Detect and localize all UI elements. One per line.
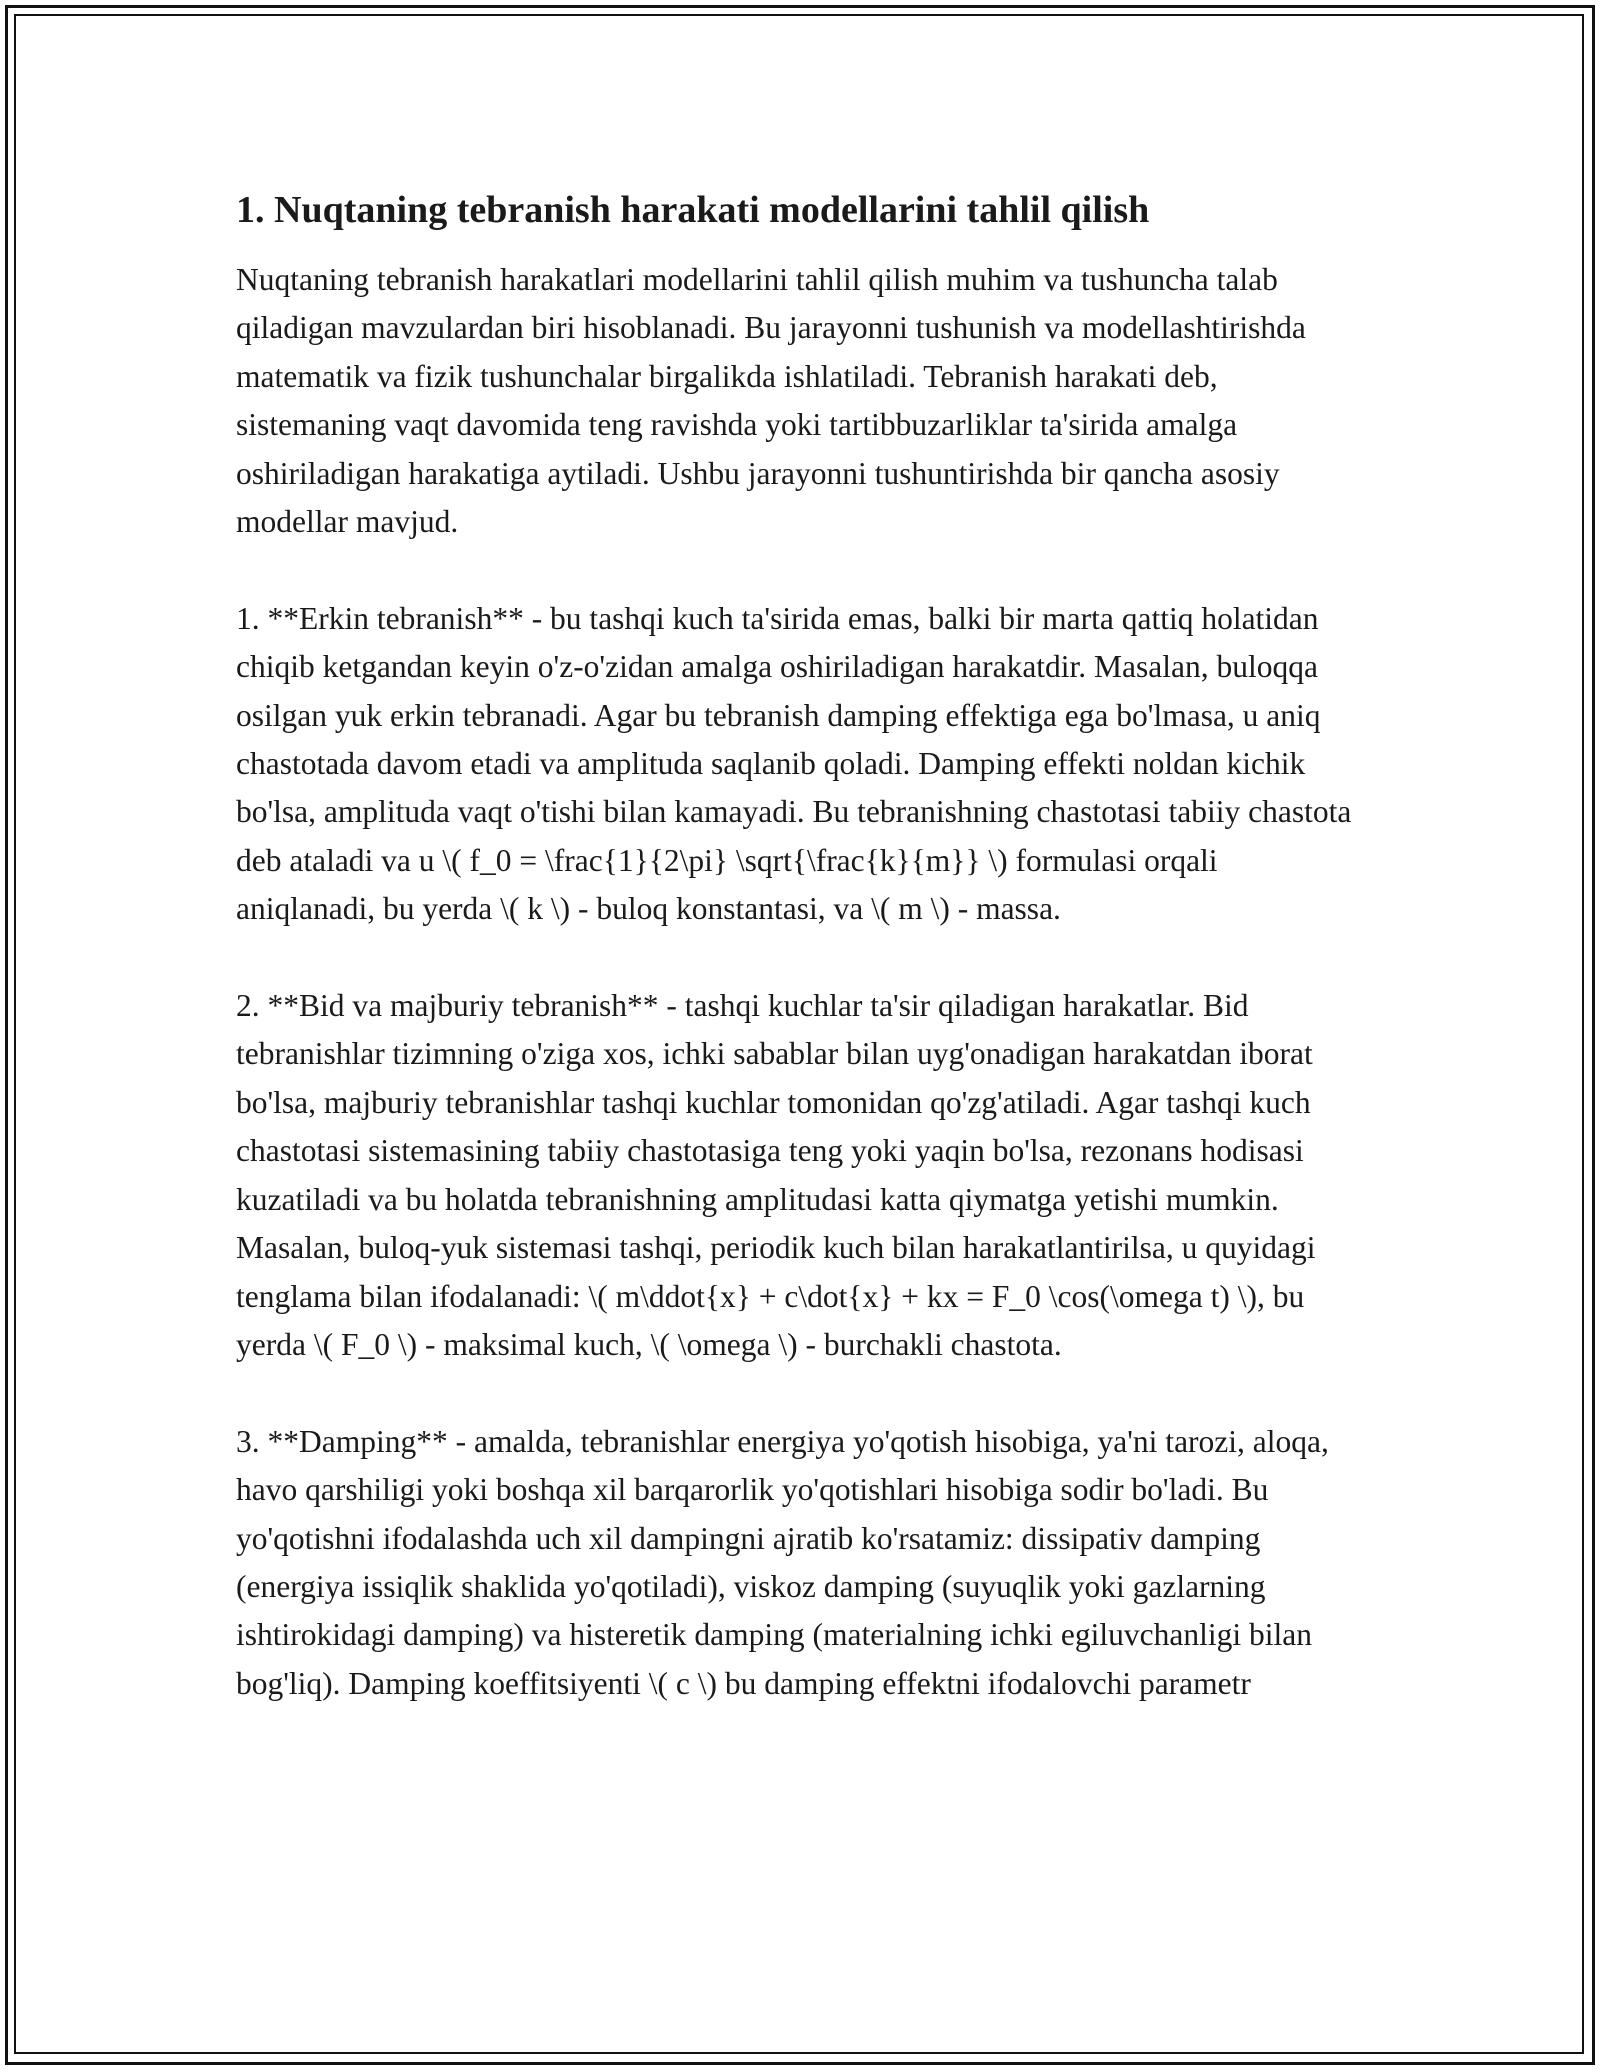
free-oscillation-paragraph: 1. **Erkin tebranish** - bu tashqi kuch ta'sirida emas, balki bir marta qattiq holatidan chiqib ketgandan keyin o'z-o'zidan amalga oshiriladigan harakatdir. Masalan, buloqqa osilgan yuk erkin tebranadi. Agar bu tebranish damping effektiga ega bo'lmasa, u aniq chastotada davom etadi va amplituda saqlanib qoladi. Damping effekti noldan kichik bo'lsa, amplituda vaqt o'tishi bilan kamayadi. Bu tebranishning chastotasi tabiiy chastota deb ataladi va u \( f_0 = \frac{1}{2\pi} \sqrt{\frac{k}{m}} \) formulasi orqali aniqlanadi, bu yerda \( k \) - buloq konstantasi, va \( m \) - massa. [236,600,1352,927]
damping-paragraph: 3. **Damping** - amalda, tebranishlar energiya yo'qotish hisobiga, ya'ni tarozi, aloqa, havo qarshiligi yoki boshqa xil barqarorlik yo'qotishlari hisobiga sodir bo'ladi. Bu yo'qotishni ifodalashda uch xil dampingni ajratib ko'rsatamiz: dissipativ damping (energiya issiqlik shaklida yo'qotiladi), viskoz damping (suyuqlik yoki gazlarning ishtirokidagi damping) va histeretik damping (materialning ichki egiluvchanligi bilan bog'liq). Damping koeffitsiyenti \( c \) bu damping effektni ifodalovchi parametr [236,1423,1329,1701]
forced-oscillation-paragraph: 2. **Bid va majburiy tebranish** - tashqi kuchlar ta'sir qiladigan harakatlar. Bid tebranishlar tizimning o'ziga xos, ichki sabablar bilan uyg'onadigan harakatdan iborat bo'lsa, majburiy tebranishlar tashqi kuchlar tomonidan qo'zg'atiladi. Agar tashqi kuch chastotasi sistemasining tabiiy chastotasiga teng yoki yaqin bo'lsa, rezonans hodisasi kuzatiladi va bu holatda tebranishning amplitudasi katta qiymatga yetishi mumkin. Masalan, buloq-yuk sistemasi tashqi, periodik kuch bilan harakatlantirilsa, u quyidagi tenglama bilan ifodalanadi: \( m\ddot{x} + c\dot{x} + kx = F_0 \cos(\omega t) \), bu yerda \( F_0 \) - maksimal kuch, \( \omega \) - burchakli chastota. [236,988,1316,1362]
section-heading: 1. Nuqtaning tebranish harakati modellarini tahlil qilish [236,189,1150,231]
intro-paragraph: Nuqtaning tebranish harakatlari modellarini tahlil qilish muhim va tushuncha talab qiladigan mavzulardan biri hisoblanadi. Bu jarayonni tushunish va modellashtirishda matematik va fizik tushunchalar birgalikda ishlatiladi. Tebranish harakati deb, sistemaning vaqt davomida teng ravishda yoki tartibbuzarliklar ta'sirida amalga oshiriladigan harakatiga aytiladi. Ushbu jarayonni tushuntirishda bir qancha asosiy modellar mavjud. [236,262,1306,540]
document-body [236,186,1364,1757]
